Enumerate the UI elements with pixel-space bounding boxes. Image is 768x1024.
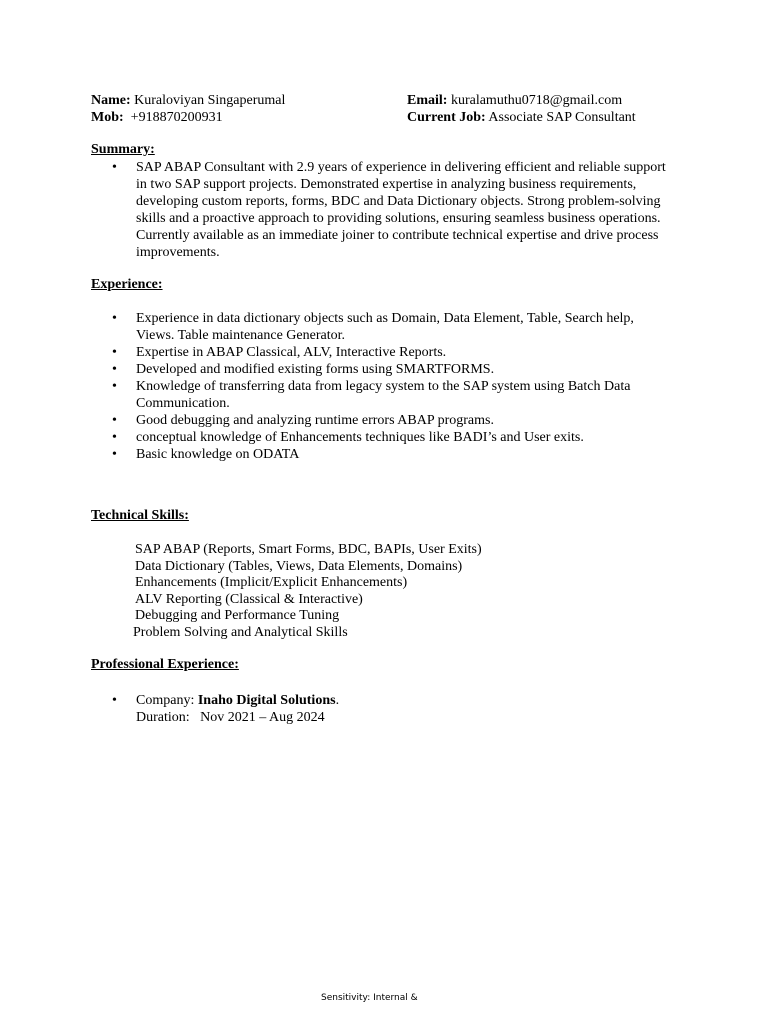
company-item xyxy=(91,692,671,726)
bullet-icon: • xyxy=(112,693,117,708)
professional-experience-list xyxy=(91,692,671,726)
duration-value: Nov 2021 – Aug 2024 xyxy=(200,710,325,725)
bullet-icon: • xyxy=(112,345,117,360)
technical-skills-list xyxy=(135,541,635,641)
experience-item xyxy=(91,310,671,344)
experience-text: Good debugging and analyzing runtime errors ABAP programs. xyxy=(136,413,494,428)
experience-item xyxy=(91,429,671,446)
summary-item xyxy=(91,159,671,261)
bullet-icon: • xyxy=(112,413,117,428)
bullet-icon: • xyxy=(112,362,117,377)
experience-text: conceptual knowledge of Enhancements techniques like BADI’s and User exits. xyxy=(136,430,584,445)
email-field xyxy=(407,92,622,109)
email-value: kuralamuthu0718@gmail.com xyxy=(450,93,623,108)
company-suffix: . xyxy=(335,693,340,708)
company-name: Inaho Digital Solutions xyxy=(197,693,336,708)
experience-item xyxy=(91,412,671,429)
skill-item: Problem Solving and Analytical Skills xyxy=(133,624,348,640)
experience-item xyxy=(91,378,671,412)
header-row-2 xyxy=(91,109,711,126)
current-job-value: Associate SAP Consultant xyxy=(488,110,636,125)
experience-text: Basic knowledge on ODATA xyxy=(136,447,300,462)
summary-list xyxy=(91,159,671,261)
bullet-icon: • xyxy=(112,160,117,175)
company-label: Company: xyxy=(136,693,195,708)
experience-text: Experience in data dictionary objects such as Domain, Data Element, Table, Search help, Views. Table maintenance Generator. xyxy=(136,311,634,343)
technical-skills-heading: Technical Skills: xyxy=(91,508,189,523)
skill-item: Enhancements (Implicit/Explicit Enhancements) xyxy=(135,575,408,591)
bullet-icon: • xyxy=(112,430,117,445)
experience-item xyxy=(91,344,671,361)
experience-heading: Experience: xyxy=(91,277,163,292)
experience-item xyxy=(91,446,671,463)
experience-text: Knowledge of transferring data from legacy system to the SAP system using Batch Data Communication. xyxy=(136,379,631,411)
skill-item: ALV Reporting (Classical & Interactive) xyxy=(135,591,363,607)
skill-item: Debugging and Performance Tuning xyxy=(135,608,340,624)
bullet-icon: • xyxy=(112,447,117,462)
skill-item: SAP ABAP (Reports, Smart Forms, BDC, BAPIs, User Exits) xyxy=(135,542,482,557)
name-field xyxy=(91,92,285,109)
experience-list xyxy=(91,310,671,463)
mob-field xyxy=(91,109,223,126)
duration-label: Duration: xyxy=(136,710,190,725)
header-row-1 xyxy=(91,92,711,109)
experience-item xyxy=(91,361,671,378)
experience-text: Expertise in ABAP Classical, ALV, Interactive Reports. xyxy=(136,345,447,360)
name-value: Kuraloviyan Singaperumal xyxy=(134,93,286,108)
current-job-field xyxy=(407,109,636,126)
email-label: Email: xyxy=(407,93,448,108)
current-job-label: Current Job: xyxy=(407,110,486,125)
sensitivity-label: Sensitivity: Internal & xyxy=(321,993,418,1003)
experience-text: Developed and modified existing forms using SMARTFORMS. xyxy=(136,362,495,377)
bullet-icon: • xyxy=(112,311,117,326)
mob-label: Mob: xyxy=(91,110,124,125)
bullet-icon: • xyxy=(112,379,117,394)
summary-heading: Summary: xyxy=(91,142,155,157)
professional-experience-heading: Professional Experience: xyxy=(91,657,239,672)
mob-value: +918870200931 xyxy=(130,110,223,125)
summary-text: SAP ABAP Consultant with 2.9 years of experience in delivering efficient and reliable support in two SAP support projects. Demonstrated expertise in analyzing business requirements, developing custom reports, forms, BDC and Data Dictionary objects. Strong problem-solving skills and a proactive approach to providing solutions, ensuring seamless business operations. Currently available as an immediate joiner to contribute technical expertise and drive process improvements. xyxy=(136,160,666,260)
skill-item: Data Dictionary (Tables, Views, Data Elements, Domains) xyxy=(135,558,463,574)
name-label: Name: xyxy=(91,93,131,108)
